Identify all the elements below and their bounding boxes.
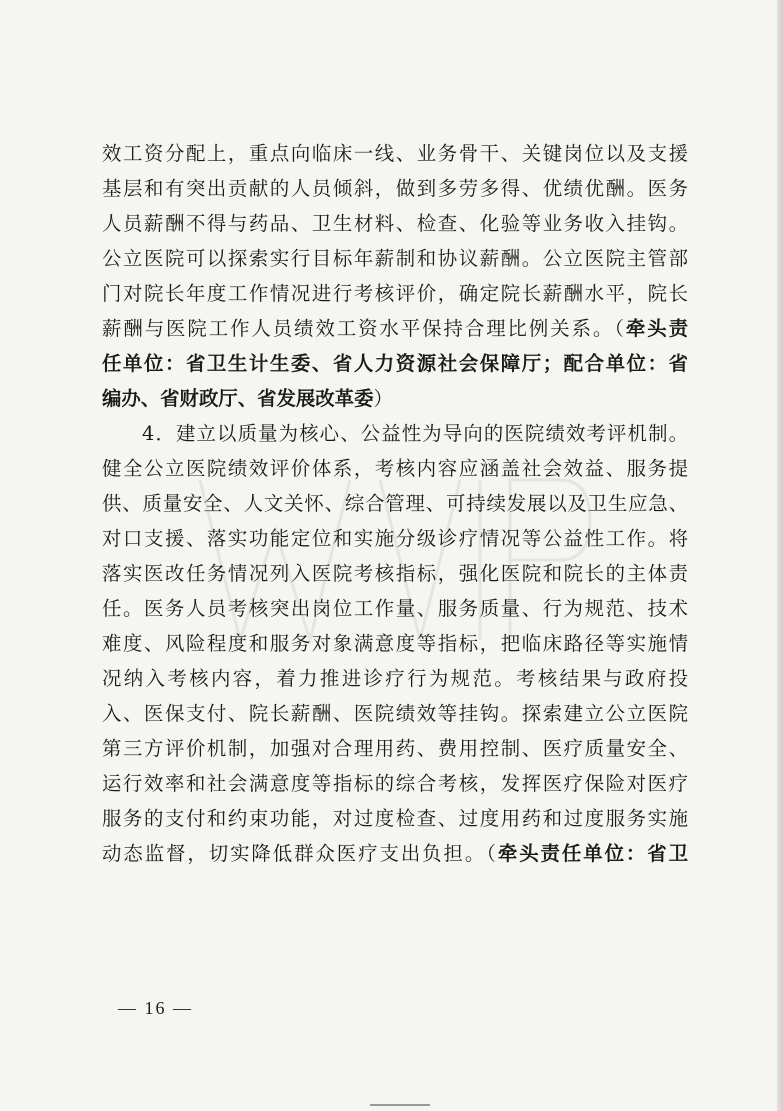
scan-edge-mark xyxy=(370,1104,430,1109)
text-line xyxy=(102,416,688,451)
text-run: 难度、风险程度和服务对象满意度等指标，把临床路径等实施情 xyxy=(102,632,688,655)
text-run: 况纳入考核内容，着力推进诊疗行为规范。考核结果与政府投 xyxy=(102,667,688,690)
page-number: — 16 — xyxy=(118,998,193,1018)
text-line xyxy=(102,591,688,626)
bold-text-run: 编办、省财政厅、省发展改革委 xyxy=(102,387,374,410)
text-run: 公立医院可以探索实行目标年薪制和协议薪酬。公立医院主管部 xyxy=(102,247,688,270)
text-run: 任。医务人员考核突出岗位工作量、服务质量、行为规范、技术 xyxy=(102,597,688,620)
bold-text-run: 牵头责 xyxy=(625,317,688,340)
text-run: 服务的支付和约束功能，对过度检查、过度用药和过度服务实施 xyxy=(102,807,688,830)
text-line xyxy=(102,731,688,766)
text-run: 人员薪酬不得与药品、卫生材料、检查、化验等业务收入挂钩。 xyxy=(102,212,688,235)
text-line xyxy=(102,696,688,731)
text-line xyxy=(102,241,688,276)
text-run: 落实医改任务情况列入医院考核指标，强化医院和院长的主体责 xyxy=(102,562,688,585)
text-run: ） xyxy=(373,387,393,410)
text-run: 供、质量安全、人文关怀、综合管理、可持续发展以及卫生应急、 xyxy=(102,492,688,515)
text-line xyxy=(102,626,688,661)
text-line xyxy=(102,766,688,801)
text-line xyxy=(102,801,688,836)
text-line xyxy=(102,661,688,696)
text-run: 入、医保支付、院长薪酬、医院绩效等挂钩。探索建立公立医院 xyxy=(102,702,688,725)
text-run: 门对院长年度工作情况进行考核评价，确定院长薪酬水平，院长 xyxy=(102,282,688,305)
text-run: 4．建立以质量为核心、公益性为导向的医院绩效考评机制。 xyxy=(142,422,688,445)
text-line xyxy=(102,171,688,206)
text-line xyxy=(102,276,688,311)
text-run: 效工资分配上，重点向临床一线、业务骨干、关键岗位以及支援 xyxy=(102,142,688,165)
bold-text-run: 牵头责任单位：省卫 xyxy=(497,842,688,865)
text-run: 动态监督，切实降低群众医疗支出负担。（ xyxy=(102,842,498,865)
page-edge-shadow xyxy=(777,0,783,1111)
text-run: 健全公立医院绩效评价体系，考核内容应涵盖社会效益、服务提 xyxy=(102,457,688,480)
bold-text-run: 任单位：省卫生计生委、省人力资源社会保障厅；配合单位：省 xyxy=(102,352,688,375)
text-run: 第三方评价机制，加强对合理用药、费用控制、医疗质量安全、 xyxy=(102,737,688,760)
text-run: 对口支援、落实功能定位和实施分级诊疗情况等公益性工作。将 xyxy=(102,527,688,550)
body-text xyxy=(102,136,688,871)
text-line xyxy=(102,136,688,171)
text-run: 基层和有突出贡献的人员倾斜，做到多劳多得、优绩优酬。医务 xyxy=(102,177,688,200)
text-line xyxy=(102,836,688,871)
text-run: 薪酬与医院工作人员绩效工资水平保持合理比例关系。（ xyxy=(102,317,626,340)
text-line xyxy=(102,451,688,486)
text-run: 运行效率和社会满意度等指标的综合考核，发挥医疗保险对医疗 xyxy=(102,772,688,795)
text-line xyxy=(102,556,688,591)
text-line xyxy=(102,311,688,346)
text-line xyxy=(102,486,688,521)
text-line xyxy=(102,381,688,416)
text-line xyxy=(102,521,688,556)
text-line xyxy=(102,346,688,381)
text-line xyxy=(102,206,688,241)
